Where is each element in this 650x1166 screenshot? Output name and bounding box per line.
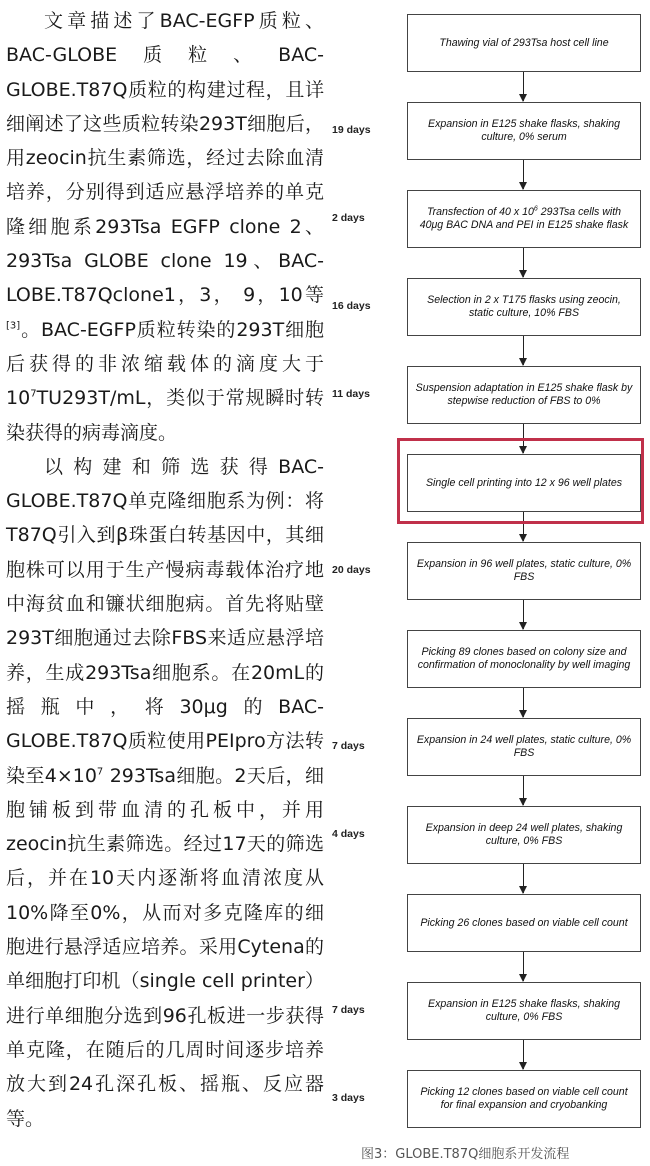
flow-arrow [523, 952, 524, 981]
flow-step-expansion-96: Expansion in 96 well plates, static culture, 0% FBS [407, 542, 641, 600]
citation[interactable]: [3] [6, 320, 21, 332]
flow-arrow [523, 336, 524, 365]
flow-step-expansion-24: Expansion in 24 well plates, static culture, 0% FBS [407, 718, 641, 776]
flow-step-single-cell-printing: Single cell printing into 12 x 96 well plates [407, 454, 641, 512]
duration-label: 4 days [332, 828, 365, 840]
flow-arrow [523, 160, 524, 189]
flow-arrow [523, 688, 524, 717]
duration-label: 20 days [332, 564, 371, 576]
flow-arrow [523, 600, 524, 629]
flow-step-selection: Selection in 2 x T175 flasks using zeocin, static culture, 10% FBS [407, 278, 641, 336]
flow-arrow [523, 72, 524, 101]
flow-arrow [523, 776, 524, 805]
flow-step-thaw: Thawing vial of 293Tsa host cell line [407, 14, 641, 72]
duration-label: 7 days [332, 1004, 365, 1016]
flow-step-suspension-adaptation: Suspension adaptation in E125 shake flask by stepwise reduction of FBS to 0% [407, 366, 641, 424]
paragraph-1: 文章描述了BAC-EGFP质粒、BAC-GLOBE质粒、BAC-GLOBE.T87Q质粒的构建过程，且详细阐述了这些质粒转染293T细胞后，用zeocin抗生素筛选，经过去除血清培养，分别得到适应悬浮培养的单克隆细胞系293Tsa EGFP clone 2、293Tsa GLOBE clone 19、BAC-LOBE.T87Qclone1，3， 9，10等[3]。BAC-EGFP质粒转染的293T细胞后获得的非浓缩载体的滴度大于$10^7TU293T/mL$，类似于常规瞬时转染获得的病毒滴度。 [6, 10, 324, 444]
flow-arrow [523, 864, 524, 893]
flow-step-expansion-e125-final: Expansion in E125 shake flasks, shaking culture, 0% FBS [407, 982, 641, 1040]
duration-label: 16 days [332, 300, 371, 312]
paragraph-2: 以构建和筛选获得BAC-GLOBE.T87Q单克隆细胞系为例：将T87Q引入到β珠蛋白转基因中，其细胞株可以用于生产慢病毒载体治疗地中海贫血和镰状细胞病。首先将贴壁293T细胞通过去除FBS来适应悬浮培养，生成293Tsa细胞系。在20mL的摇瓶中，将30μg的BAC-GLOBE.T87Q质粒使用PEIpro方法转染至$4\times 10^7$ 293Tsa细胞。2天后，细胞铺板到带血清的孔板中，并用zeocin抗生素筛选。经过17天的筛选后，并在10天内逐渐将血清浓度从10%降至0%，从而对多克隆库的细胞进行悬浮适应培养。采用Cytena的单细胞打印机（single cell printer）进行单细胞分选到96孔板进一步获得单克隆，在随后的几周时间逐步培养放大到24孔深孔板、摇瓶、反应器等。 [6, 455, 324, 1130]
duration-label: 7 days [332, 740, 365, 752]
duration-label: 3 days [332, 1092, 365, 1104]
highlight-frame [397, 438, 644, 524]
flow-step-picking-26: Picking 26 clones based on viable cell count [407, 894, 641, 952]
flow-step-picking-89: Picking 89 clones based on colony size and confirmation of monoclonality by well imaging [407, 630, 641, 688]
duration-label: 19 days [332, 124, 371, 136]
flow-step-picking-12: Picking 12 clones based on viable cell count for final expansion and cryobanking [407, 1070, 641, 1128]
flow-arrow [523, 248, 524, 277]
figure-caption: 图3：GLOBE.T87Q细胞系开发流程 [361, 1147, 570, 1162]
flow-step-expansion-deep-24: Expansion in deep 24 well plates, shaking culture, 0% FBS [407, 806, 641, 864]
article-text [6, 4, 324, 1136]
flow-arrow [523, 1040, 524, 1069]
duration-label: 2 days [332, 212, 365, 224]
duration-label: 11 days [332, 388, 370, 400]
flow-step-transfection: Transfection of 40 x $10^6$ 293Tsa cells with 40μg BAC DNA and PEI in E125 shake flask [407, 190, 641, 248]
flow-step-expansion-e125: Expansion in E125 shake flasks, shaking culture, 0% serum [407, 102, 641, 160]
